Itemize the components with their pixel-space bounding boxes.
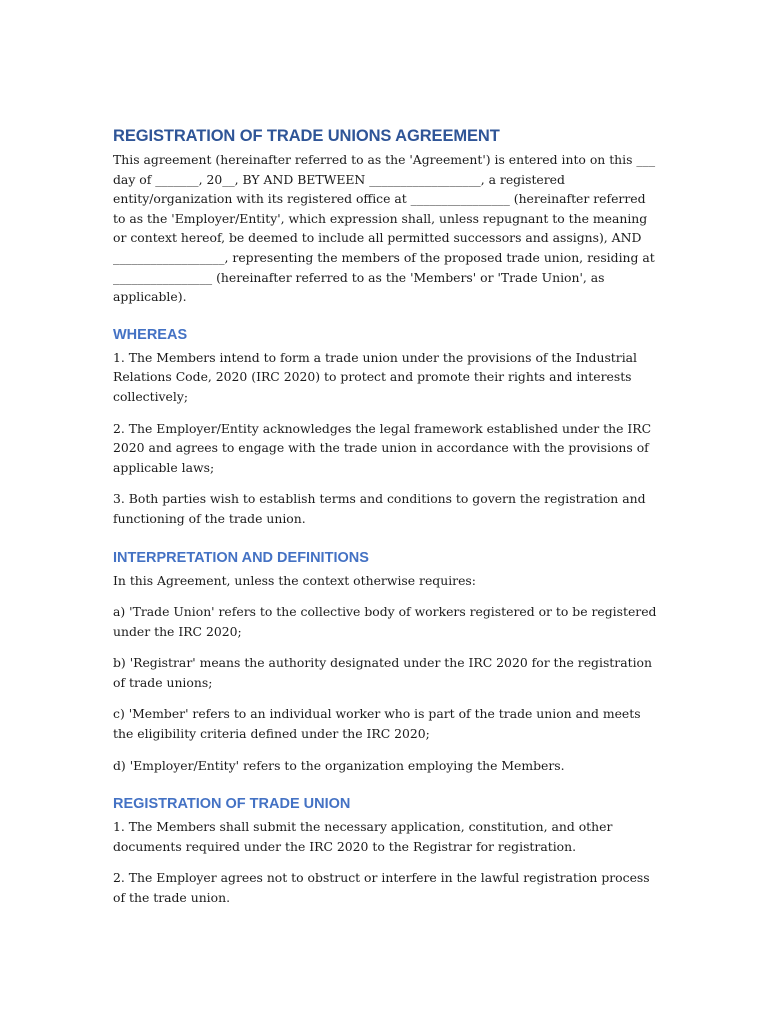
paragraph: 3. Both parties wish to establish terms and conditions to govern the registration and functioning of the trade union. [113,491,646,526]
section-registration [113,793,661,907]
document-page [113,124,661,920]
paragraph: c) 'Member' refers to an individual worker who is part of the trade union and meets the eligibility criteria defined under the IRC 2020; [113,706,641,742]
section-heading: INTERPRETATION AND DEFINITIONS [113,549,369,566]
paragraph: In this Agreement, unless the context otherwise requires: [113,572,476,588]
section-interpretation [113,547,661,776]
intro-paragraph: This agreement (hereinafter referred to as the 'Agreement') is entered into on this ___ day of _______, 20__, BY AND BETWEEN __________________, a registered entity/organization with its registered office at ________________ (hereinafter referred to as the 'Employer/Entity', which expression shall, unless repugnant to the meaning or context hereof, be deemed to include all permitted successors and assigns), AND __________________, representing the members of the proposed trade union, residing at ________________ (hereinafter referred to as the 'Members' or 'Trade Union', as applicable). [113,152,656,305]
section-heading: WHEREAS [113,326,188,343]
paragraph: 2. The Employer agrees not to obstruct or interfere in the lawful registration process of the trade union. [113,870,650,906]
document-title: REGISTRATION OF TRADE UNIONS AGREEMENT [113,127,500,145]
paragraph: 1. The Members intend to form a trade union under the provisions of the Industrial Relations Code, 2020 (IRC 2020) to protect and promote their rights and interests collectively; [113,349,638,404]
paragraph: a) 'Trade Union' refers to the collective body of workers registered or to be registered under the IRC 2020; [113,604,657,639]
paragraph: b) 'Registrar' means the authority designated under the IRC 2020 for the registration of trade unions; [113,655,652,690]
paragraph: 2. The Employer/Entity acknowledges the legal framework established under the IRC 2020 and agrees to engage with the trade union in accordance with the provisions of applicable laws; [113,420,652,475]
paragraph: d) 'Employer/Entity' refers to the organization employing the Members. [113,757,565,773]
section-whereas [113,324,661,529]
section-heading: REGISTRATION OF TRADE UNION [113,796,351,813]
paragraph: 1. The Members shall submit the necessary application, constitution, and other documents required under the IRC 2020 to the Registrar for registration. [113,819,613,854]
